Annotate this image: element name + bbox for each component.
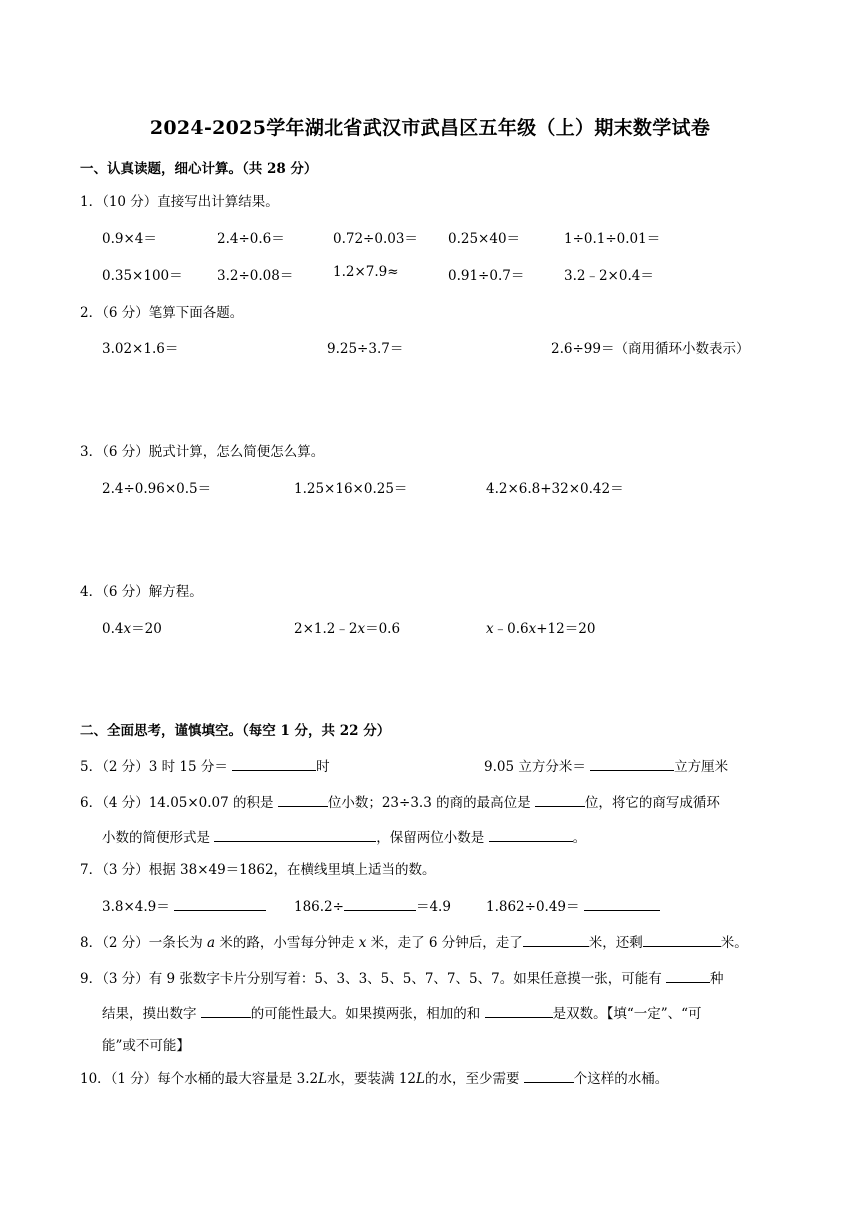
q1-item: 1.2×7.9≈ — [333, 264, 399, 280]
q3-item: 2.4÷0.96×0.5＝ — [102, 481, 212, 497]
q1-item: 3.2÷0.08＝ — [217, 268, 294, 284]
question-7-stem: 7．（3 分）根据 38×49＝1862，在横线里填上适当的数。 — [80, 862, 436, 878]
q1-item: 0.35×100＝ — [102, 268, 183, 284]
question-6-line-2: 小数的简便形式是 ，保留两位小数是 。 — [102, 826, 586, 846]
section-2-heading: 二、全面思考，谨慎填空。（每空 1 分，共 22 分） — [80, 723, 391, 739]
answer-blank[interactable] — [643, 932, 721, 947]
answer-blank[interactable] — [666, 968, 710, 983]
answer-blank[interactable] — [489, 827, 573, 842]
question-6-line-1: 6．（4 分）14.05×0.07 的积是 位小数；23÷3.3 的商的最高位是 位，将它的商写成循环 — [80, 791, 720, 811]
q1-item: 0.25×40＝ — [448, 231, 521, 247]
q2-item: 3.02×1.6＝ — [102, 341, 179, 357]
q7-item-c: 1.862÷0.49＝ — [486, 895, 660, 915]
answer-blank[interactable] — [523, 932, 589, 947]
question-10: 10．（1 分）每个水桶的最大容量是 3.2L水，要装满 12L的水，至少需要 个这样的水桶。 — [80, 1067, 668, 1087]
q1-item: 0.9×4＝ — [102, 231, 157, 247]
section-1-heading: 一、认真读题，细心计算。（共 28 分） — [80, 161, 318, 177]
q4-equation-2: 2×1.2﹣2x＝0.6 — [294, 621, 401, 637]
question-3-stem: 3．（6 分）脱式计算，怎么简便怎么算。 — [80, 444, 325, 460]
question-5-part-a: 5．（2 分）3 时 15 分＝ 时 — [80, 755, 330, 775]
question-9-line-1: 9．（3 分）有 9 张数字卡片分别写着：5、3、3、5、5、7、7、5、7。如果任意摸一张，可能有 种 — [80, 967, 724, 987]
question-4-stem: 4．（6 分）解方程。 — [80, 584, 203, 600]
q3-item: 4.2×6.8+32×0.42＝ — [486, 481, 624, 497]
answer-blank[interactable] — [214, 827, 376, 842]
q1-item: 1÷0.1÷0.01＝ — [564, 231, 661, 247]
question-2-stem: 2．（6 分）笔算下面各题。 — [80, 305, 244, 321]
question-9-line-2: 结果，摸出数字 的可能性最大。如果摸两张，相加的和 是双数。【填“一定”、“可 — [102, 1002, 702, 1022]
q2-item: 2.6÷99＝（商用循环小数表示） — [551, 341, 750, 357]
answer-blank[interactable] — [232, 756, 316, 771]
question-5-part-b: 9.05 立方分米＝ 立方厘米 — [484, 755, 728, 775]
answer-blank[interactable] — [344, 896, 416, 911]
q1-item: 2.4÷0.6＝ — [217, 231, 285, 247]
question-9-line-3: 能”或不可能】 — [102, 1038, 190, 1054]
q1-item: 0.91÷0.7＝ — [448, 268, 525, 284]
answer-blank[interactable] — [524, 1068, 574, 1083]
q4-equation-1: 0.4x＝20 — [102, 621, 162, 637]
page-title: 2024-2025学年湖北省武汉市武昌区五年级（上）期末数学试卷 — [149, 117, 711, 139]
answer-blank[interactable] — [278, 792, 328, 807]
answer-blank[interactable] — [174, 896, 266, 911]
q4-equation-3: x﹣0.6x+12＝20 — [486, 621, 596, 637]
answer-blank[interactable] — [485, 1003, 553, 1018]
answer-blank[interactable] — [535, 792, 585, 807]
answer-blank[interactable] — [590, 756, 674, 771]
q2-item: 9.25÷3.7＝ — [327, 341, 404, 357]
answer-blank[interactable] — [201, 1003, 251, 1018]
q1-item: 3.2﹣2×0.4＝ — [564, 268, 654, 284]
answer-blank[interactable] — [584, 896, 660, 911]
q3-item: 1.25×16×0.25＝ — [294, 481, 408, 497]
question-1-stem: 1．（10 分）直接写出计算结果。 — [80, 194, 279, 210]
q7-item-b: 186.2÷ ＝4.9 — [294, 895, 451, 915]
question-8: 8．（2 分）一条长为 a 米的路，小雪每分钟走 x 米，走了 6 分钟后，走了 米，还剩 米。 — [80, 931, 748, 951]
q1-item: 0.72÷0.03＝ — [333, 231, 418, 247]
q7-item-a: 3.8×4.9＝ — [102, 895, 266, 915]
